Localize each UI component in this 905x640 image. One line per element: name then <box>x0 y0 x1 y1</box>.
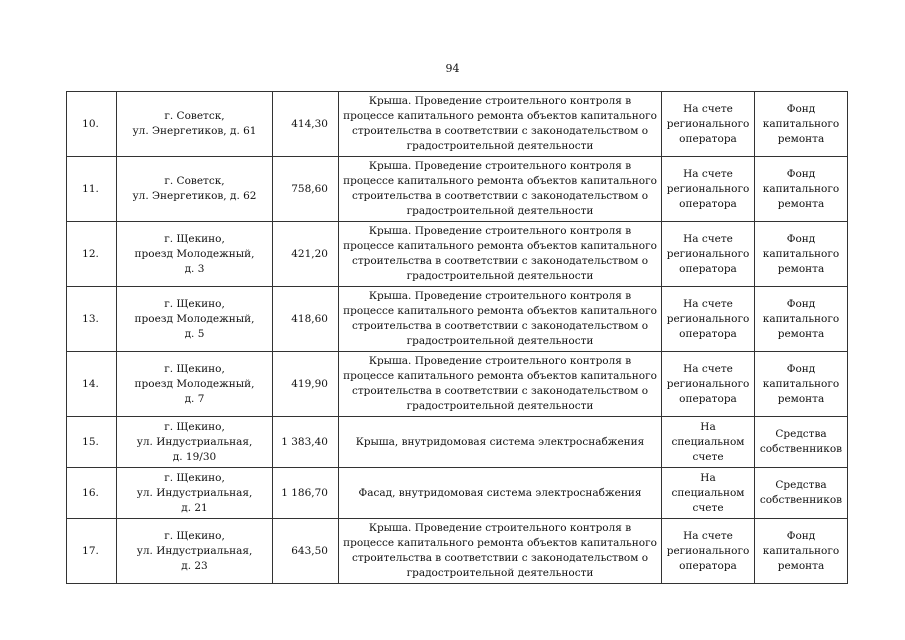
table-row <box>67 92 848 157</box>
row-number: 12. <box>67 222 117 287</box>
account-cell: На счете регионального оператора <box>662 222 755 287</box>
table-row <box>67 287 848 352</box>
table-row <box>67 352 848 417</box>
area-cell: 418,60 <box>273 287 339 352</box>
row-number: 14. <box>67 352 117 417</box>
table-row <box>67 157 848 222</box>
account-cell: На счете регионального оператора <box>662 92 755 157</box>
account-cell: На специальном счете <box>662 417 755 468</box>
address-cell: г. Советск, ул. Энергетиков, д. 61 <box>117 92 273 157</box>
area-cell: 421,20 <box>273 222 339 287</box>
row-number: 10. <box>67 92 117 157</box>
table-row <box>67 468 848 519</box>
funding-source-cell: Средства собственников <box>755 468 848 519</box>
area-cell: 643,50 <box>273 519 339 584</box>
address-cell: г. Щекино, проезд Молодежный, д. 7 <box>117 352 273 417</box>
account-cell: На счете регионального оператора <box>662 157 755 222</box>
address-cell: г. Щекино, ул. Индустриальная, д. 21 <box>117 468 273 519</box>
address-cell: г. Щекино, ул. Индустриальная, д. 19/30 <box>117 417 273 468</box>
row-number: 15. <box>67 417 117 468</box>
area-cell: 414,30 <box>273 92 339 157</box>
address-cell: г. Щекино, ул. Индустриальная, д. 23 <box>117 519 273 584</box>
work-description-cell: Крыша. Проведение строительного контроля в процессе капитального ремонта объектов капитального строительства в соответствии с законодательством о градостроительной деятельности <box>339 222 662 287</box>
row-number: 16. <box>67 468 117 519</box>
row-number: 13. <box>67 287 117 352</box>
row-number: 17. <box>67 519 117 584</box>
area-cell: 419,90 <box>273 352 339 417</box>
work-description-cell: Крыша. Проведение строительного контроля в процессе капитального ремонта объектов капитального строительства в соответствии с законодательством о градостроительной деятельности <box>339 157 662 222</box>
repair-schedule-table <box>66 91 848 584</box>
page-number: 94 <box>445 62 460 75</box>
address-cell: г. Советск, ул. Энергетиков, д. 62 <box>117 157 273 222</box>
funding-source-cell: Фонд капитального ремонта <box>755 222 848 287</box>
funding-source-cell: Фонд капитального ремонта <box>755 157 848 222</box>
funding-source-cell: Фонд капитального ремонта <box>755 287 848 352</box>
table-row <box>67 222 848 287</box>
work-description-cell: Крыша. Проведение строительного контроля в процессе капитального ремонта объектов капитального строительства в соответствии с законодательством о градостроительной деятельности <box>339 92 662 157</box>
funding-source-cell: Фонд капитального ремонта <box>755 92 848 157</box>
funding-source-cell: Средства собственников <box>755 417 848 468</box>
table-row <box>67 417 848 468</box>
address-cell: г. Щекино, проезд Молодежный, д. 5 <box>117 287 273 352</box>
work-description-cell: Крыша, внутридомовая система электроснабжения <box>339 417 662 468</box>
account-cell: На счете регионального оператора <box>662 519 755 584</box>
area-cell: 1 186,70 <box>273 468 339 519</box>
work-description-cell: Фасад, внутридомовая система электроснабжения <box>339 468 662 519</box>
area-cell: 1 383,40 <box>273 417 339 468</box>
account-cell: На счете регионального оператора <box>662 352 755 417</box>
funding-source-cell: Фонд капитального ремонта <box>755 519 848 584</box>
funding-source-cell: Фонд капитального ремонта <box>755 352 848 417</box>
work-description-cell: Крыша. Проведение строительного контроля в процессе капитального ремонта объектов капитального строительства в соответствии с законодательством о градостроительной деятельности <box>339 519 662 584</box>
account-cell: На счете регионального оператора <box>662 287 755 352</box>
work-description-cell: Крыша. Проведение строительного контроля в процессе капитального ремонта объектов капитального строительства в соответствии с законодательством о градостроительной деятельности <box>339 352 662 417</box>
address-cell: г. Щекино, проезд Молодежный, д. 3 <box>117 222 273 287</box>
table-row <box>67 519 848 584</box>
area-cell: 758,60 <box>273 157 339 222</box>
work-description-cell: Крыша. Проведение строительного контроля в процессе капитального ремонта объектов капитального строительства в соответствии с законодательством о градостроительной деятельности <box>339 287 662 352</box>
row-number: 11. <box>67 157 117 222</box>
account-cell: На специальном счете <box>662 468 755 519</box>
